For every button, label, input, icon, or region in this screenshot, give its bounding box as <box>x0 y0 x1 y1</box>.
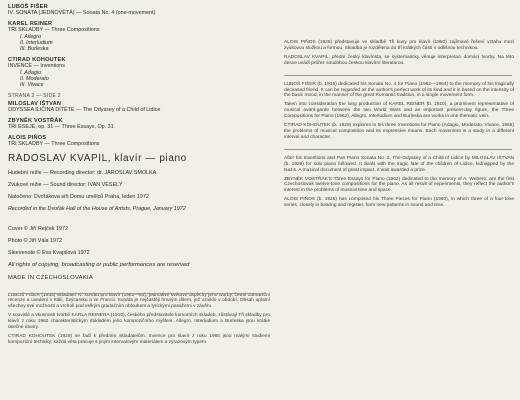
side-label: STRANA 2 — SIDE 2 <box>8 92 61 99</box>
note-paragraph: Taken into consideration the long production of KAREL REINER (b. 1910), a prominent representative of musical avant-garde between the two World Wars and an important present-day figure, the Three Compositions for Piano (1962), Allegro, Interludium and Burleska are works in one thematic vein. <box>284 102 514 120</box>
left-column <box>8 0 270 400</box>
note-paragraph: LUBOŠ FIŠER (b. 1935) dedicated his Sonata No. 4 for Piano (1962—1964) to the memory of his tragically deceased friend. It can be regarded as the author's perfect work of its kind and it is based on the intensity of the basic mood, in the manner of the great Romantic tradition, in a single movement form. <box>284 81 514 99</box>
track-1 <box>8 4 270 17</box>
made-in: MADE IN CZECHOSLOVAKIA <box>8 274 94 281</box>
work-title: TŘI SKLADBY — Three Compositions <box>8 140 100 147</box>
work-title: TŘI ESEJE, op. 31 — Three Essays, Op. 31 <box>8 124 114 131</box>
divider <box>284 75 512 76</box>
work-title: INVENCE — Inventions <box>8 63 65 70</box>
note-paragraph: ALOIS PIŇOS (b. 1925) has composed his Three Pieces for Piano (1960), in which three of a four-tone series, closely in bearing and register, form new patterns in sound and time. <box>284 197 514 209</box>
liner-notes-czech <box>8 293 270 346</box>
divider <box>284 149 512 150</box>
work-title: TŘI SKLADBY — Three Compositions <box>8 27 100 34</box>
note-paragraph: ZBYNĚK VOSTŘÁK'S Three Essays for Piano (1962) dedicated to the memory of A. Webern, are the first Czechoslovak twelve-tone compositions for the piano. As all result of experiments, they reflect the author's interest in the problems of musical time and space. <box>284 176 514 194</box>
note-paragraph: RADOSLAV KVAPIL, přední český klavírista, se systematicky věnuje interpretaci domácí tvorby. Na této desce uvádí průřez soudobou českou klavírní literaturou. <box>284 54 514 66</box>
composer-name: ZBYNĚK VOSTŘÁK <box>8 117 63 124</box>
note-paragraph: CTIRAD KOHOUTEK (1929) se řadí k předním skladatelům. Invence pro klavír z roku 1965 jsou malými studiemi kompoziční techniky, každá věta pracuje s jiným intervalovým materiálem a výrazovým typem. <box>8 334 270 345</box>
track-2 <box>8 21 270 53</box>
divider <box>8 293 266 294</box>
track-3 <box>8 57 270 89</box>
movement: III. Vivace <box>20 82 44 89</box>
credit-line: Photo © Jiří Vála 1972 <box>8 238 63 245</box>
note-paragraph: LUBOŠ FIŠER (1935) skladatel IV. sonátu pro klavír (1962—64), jednotlivé světové úspěchy jeho tvorby, četné zahraniční recenze a uvedení v Itálii, Švýcarsku a ve Francii. Sonáta je nejčastěji hraným dílem, jež vzniklo v období. Obsah uplatní všechny své možnosti a vrcholí pod velkým gradačním obloukem a lyrickými pasážemi v závěru. <box>8 292 270 310</box>
composer-name: MILOSLAV IŠTVAN <box>8 100 62 107</box>
movement: I. Allegro <box>20 33 42 40</box>
track-4 <box>8 101 270 114</box>
composer-name: ALOIS PIŇOS <box>8 134 47 141</box>
note-paragraph: CTIRAD KOHOUTEK (b. 1929) explores in his three Inventions for Piano (Adagio, Moderato, Vivace, 1965) the problems of musical composition and its expressive means. Each movement is a study in a different interval and character. <box>284 123 514 140</box>
tracklist-side-2 <box>8 101 270 147</box>
tracklist-side-1 <box>8 4 270 89</box>
credit-line: Zvukové režie — Sound director: IVAN VESELÝ <box>8 181 123 188</box>
credits <box>8 170 270 257</box>
movement: II. Interludium <box>20 40 53 47</box>
track-5 <box>8 118 270 131</box>
track-6 <box>8 135 270 148</box>
movement: I. Adagio <box>20 69 42 76</box>
credit-line: Sleevenote © Eva Kvapilová 1972 <box>8 250 90 256</box>
work-title: ODYSSEA ILIČINA DÍTĚTE — The Odyssey of a Child of Lidice <box>8 107 161 114</box>
right-column <box>284 0 514 400</box>
note-paragraph: V souvislé a vkusnosti tvorbě KARLA REINERA (1910), českého představitele komorních skladeb, zůstávají Tři skladby pro klavír z roku 1962 charakteristickým dokladem jeho kompozičního myšlení. Allegro, Interludium a Burleska jsou krátké úsečné útvary. <box>8 313 270 331</box>
movement: II. Moderato <box>20 76 49 83</box>
credit-line: Cover © Jiří Rejček 1972 <box>8 226 68 233</box>
copyright-notice: All rights of copying, broadcasting or public performances are reserved <box>8 261 190 268</box>
credit-line: Recorded in the Dvořák Hall of the House of Artists, Prague, January 1972 <box>8 205 186 212</box>
composer-name: CTIRAD KOHOUTEK <box>8 56 66 63</box>
credit-line: Natočeno: Dvořákova síň Domu umělců Praha, leden 1972 <box>8 193 149 200</box>
note-paragraph: After his Inventions and Pan Piano Sonata No. 2, The Odyssey of a Child of Lidice by MILOSLAV IŠTVAN (b. 1928) for solo piano followed. It deals with the tragic fate of the children of Lidice, kidnapped by the Nazis. A musical document of great impact, it was awarded a prize. <box>284 155 514 173</box>
composer-name: LUBOŠ FIŠER <box>8 4 48 10</box>
work-title: IV. SONÁTA (JEDNOVĚTÁ) — Sonata No. 4 (one-movement) <box>8 10 156 17</box>
credit-line: Hudební režie — Recording director: dr. JAROSLAV SMOLKA <box>8 169 157 176</box>
composer-name: KAREL REINER <box>8 20 53 27</box>
movement: III. Burleska <box>20 46 49 53</box>
performer-heading: RADOSLAV KVAPIL, klavír — piano <box>8 153 187 165</box>
note-paragraph: ALOIS PIŇOS (1925) představuje ve skladbě Tři kusy pro klavír (1960) zajímavé řešení vztahu mezi zvukovou složkou a formou. Skladba je rozdělena do tří krátkých částí s odlišnou technikou. <box>284 40 514 51</box>
